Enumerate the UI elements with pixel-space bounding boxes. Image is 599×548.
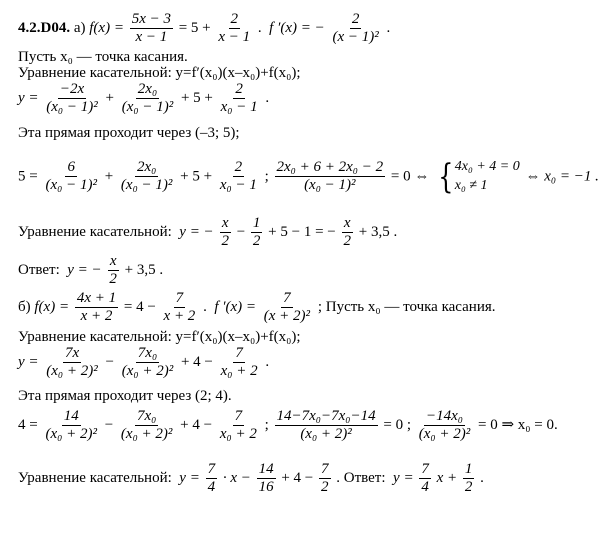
a-line3: Эта прямая проходит через (–3; 5); [18, 125, 240, 141]
fb-prime: f ′(x) = [214, 298, 257, 315]
op: + 4 − [281, 469, 314, 486]
label: Уравнение касательной: [18, 223, 172, 240]
op: + 3,5 . [358, 223, 398, 240]
fraction: $\frac{\text{7x₀}}{\text{(x₀ + 2)²}}$ [120, 408, 173, 442]
op: 4 = [18, 416, 38, 433]
b-tangent [18, 462, 484, 495]
fraction: $\frac{2}{x - 1}$ [218, 11, 251, 45]
result: = 0 ⇒ x₀ = 0. [478, 416, 558, 433]
op: + [104, 168, 114, 185]
answer-label: Ответ: [18, 261, 60, 278]
problem-id: 4.2.D04. [18, 19, 71, 36]
fraction: $\frac{7}{\text{x₀ + 2}}$ [219, 408, 257, 442]
fraction: $\frac{14}{\text{(x₀ + 2)²}}$ [45, 408, 97, 442]
op: ; [264, 416, 269, 433]
header-line [18, 12, 390, 45]
system-of-equations [435, 158, 520, 196]
op: + 4 − [180, 353, 213, 370]
a-equation [18, 158, 599, 196]
fraction: $\frac{2}{\text{(x − 1)²}}$ [332, 11, 379, 45]
op: 5 = [18, 168, 38, 185]
fraction: $\frac{14}{16}$ [258, 461, 274, 495]
op: − [105, 353, 114, 370]
fa-prime: f ′(x) = − [269, 19, 325, 36]
op: y = [179, 469, 200, 486]
result: ⇔ x₀ = −1 . [525, 168, 599, 185]
op: − [104, 416, 114, 433]
dot: . [257, 19, 262, 36]
y-eq: y = [18, 353, 39, 370]
b-equation [18, 409, 558, 442]
fa-eq1: = 5 + [178, 19, 211, 36]
fraction: $\frac{\text{7x₀}}{\text{(x₀ + 2)²}}$ [121, 345, 174, 379]
op: = 0 ⇔ [390, 168, 430, 185]
fraction: $\frac{\text{2x₀}}{\text{(x₀ − 1)²}}$ [121, 81, 174, 115]
op: · x − [222, 469, 251, 486]
op: + 5 + [180, 168, 213, 185]
fraction: $\frac{\text{14−7x₀−7x₀−14}}{\text{(x₀ + 2)²}}$ [276, 408, 376, 442]
y-eq: y = [18, 89, 39, 106]
sys-line: 4x₀ + 4 = 0 [454, 159, 520, 174]
fraction: $\frac{x}{2}$ [109, 253, 117, 287]
op: = 4 − [123, 298, 156, 315]
fraction: $\frac{7x}{\text{(x₀ + 2)²}}$ [46, 345, 98, 379]
fraction: $\frac{4x + 1}{x + 2}$ [76, 290, 117, 324]
b-line3: Эта прямая проходит через (2; 4). [18, 388, 232, 404]
a-tangent-general [18, 82, 269, 115]
fraction: $\frac{7}{x + 2}$ [163, 290, 196, 324]
fb-def: f(x) = [34, 298, 70, 315]
fraction: $\frac{\text{2x₀ + 6 + 2x₀ − 2}}{\text{(x₀ − 1)²}}$ [276, 159, 384, 194]
fraction: $\frac{6}{\text{(x₀ − 1)²}}$ [45, 159, 97, 194]
fraction: $\frac{7}{\text{(x + 2)²}}$ [263, 290, 311, 324]
dot: . [265, 353, 270, 370]
op: + 5 − 1 = − [268, 223, 336, 240]
op: ; [264, 168, 269, 185]
fraction: $\frac{5x - 3}{x - 1}$ [131, 11, 171, 45]
dot: . [203, 298, 207, 315]
op: y = [393, 469, 414, 486]
sys-line: x₀ ≠ 1 [454, 177, 488, 193]
a-tangent [18, 216, 397, 249]
fraction: $\frac{-2x}{\text{(x₀ − 1)²}}$ [46, 81, 98, 115]
dot: . [386, 19, 391, 36]
answer-label: . Ответ: [336, 469, 386, 486]
op: + 4 − [180, 416, 213, 433]
a-line1: Пусть x₀ — точка касания. [18, 49, 188, 65]
fraction: $\frac{7}{\text{x₀ + 2}}$ [220, 345, 258, 379]
fraction: $\frac{7}{4}$ [421, 461, 429, 495]
fraction: $\frac{7}{4}$ [207, 461, 216, 495]
fraction: $\frac{2}{\text{x₀ − 1}}$ [219, 159, 257, 194]
text: ; Пусть x₀ — точка касания. [317, 298, 496, 315]
part-a-label: а) [73, 19, 86, 36]
b-header [18, 291, 496, 324]
part-b-label: б) [18, 298, 31, 315]
op: + 5 + [180, 89, 213, 106]
fraction: $\frac{1}{2}$ [464, 461, 473, 495]
b-tangent-general [18, 346, 269, 379]
fraction: $\frac{\text{2x₀}}{\text{(x₀ − 1)²}}$ [120, 159, 173, 194]
fraction: $\frac{1}{2}$ [252, 215, 261, 249]
op: x + [436, 469, 458, 486]
op: y = − [67, 261, 102, 278]
a-answer [18, 254, 163, 287]
op: + 3,5 . [124, 261, 164, 278]
label: Уравнение касательной: [18, 469, 172, 486]
dot: . [480, 469, 484, 486]
fraction: $\frac{\text{−14x₀}}{\text{(x₀ + 2)²}}$ [418, 408, 471, 442]
b-line2: Уравнение касательной: y=f′(x₀)(x–x₀)+f(x₀); [18, 329, 301, 345]
a-line2: Уравнение касательной: y=f′(x₀)(x–x₀)+f(x₀); [18, 65, 301, 81]
op: − [236, 223, 246, 240]
fraction: $\frac{7}{2}$ [321, 461, 329, 495]
op: y = − [179, 223, 214, 240]
fa-def: f(x) = [89, 19, 124, 36]
fraction: $\frac{x}{2}$ [221, 215, 229, 249]
op: + [105, 89, 114, 106]
fraction: $\frac{x}{2}$ [343, 215, 351, 249]
op: = 0 ; [383, 416, 412, 433]
brace-icon: { [438, 156, 454, 197]
fraction: $\frac{2}{\text{x₀ − 1}}$ [220, 81, 258, 115]
dot: . [265, 89, 270, 106]
